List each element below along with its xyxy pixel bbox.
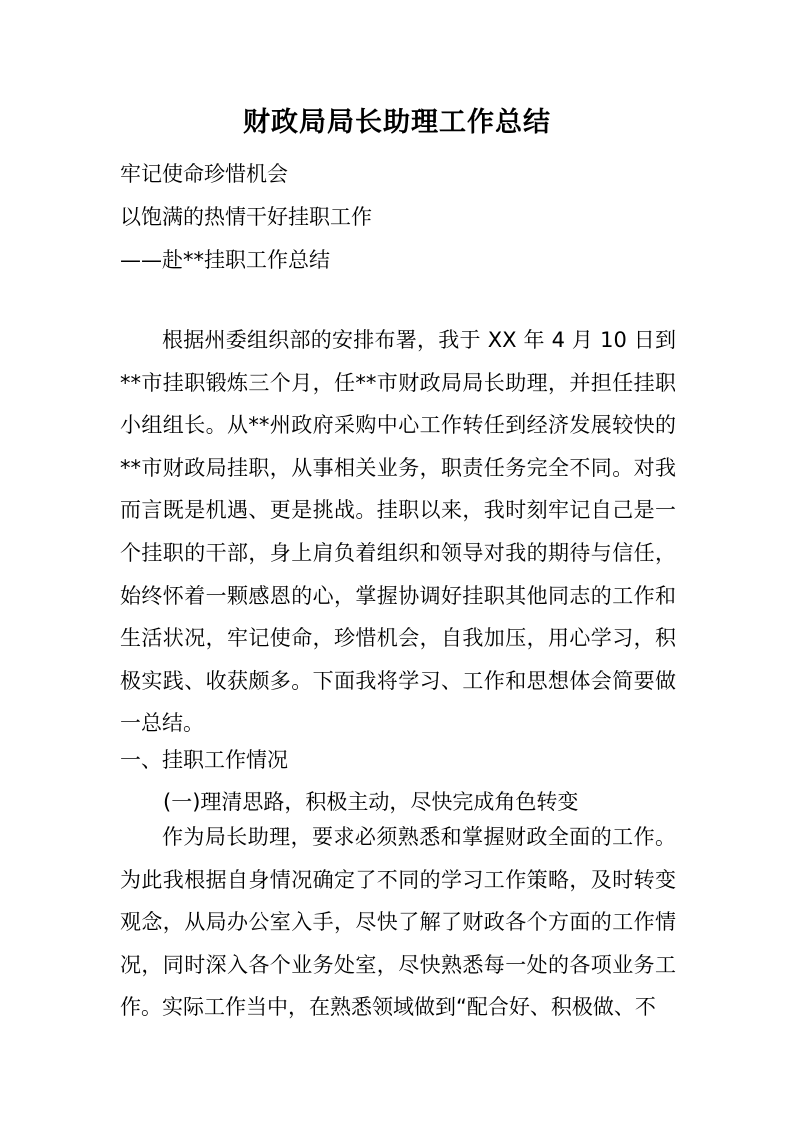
body-paragraph: 作为局长助理，要求必须熟悉和掌握财政全面的工作。为此我根据自身情况确定了不同的学习工作策略，及时转变观念，从局办公室入手，尽快了解了财政各个方面的工作情况，同时深入各个业务处室，尽快熟悉每一处的各项业务工作。实际工作当中，在熟悉领域做到“配合好、积极做、不	[120, 825, 676, 1020]
subtitle-line-2: 以饱满的热情干好挂职工作	[120, 205, 372, 229]
subtitle-line-1: 牢记使命珍惜机会	[120, 162, 288, 186]
subtitle-line-3: ——赴**挂职工作总结	[120, 248, 330, 272]
intro-paragraph: 根据州委组织部的安排布署，我于 XX 年 4 月 10 日到**市挂职锻炼三个月，任**市财政局局长助理，并担任挂职小组组长。从**州政府采购中心工作转任到经济发展较快的**市财政局挂职，从事相关业务，职责任务完全不同。对我而言既是机遇、更是挑战。挂职以来，我时刻牢记自己是一个挂职的干部，身上肩负着组织和领导对我的期待与信任，始终怀着一颗感恩的心，掌握协调好挂职其他同志的工作和生活状况，牢记使命，珍惜机会，自我加压，用心学习，积极实践、收获颇多。下面我将学习、工作和思想体会简要做一总结。	[120, 328, 676, 736]
document-title: 财政局局长助理工作总结	[243, 107, 551, 138]
subsection-heading: (一)理清思路，积极主动，尽快完成角色转变	[163, 790, 579, 814]
section-heading: 一、挂职工作情况	[120, 748, 288, 772]
